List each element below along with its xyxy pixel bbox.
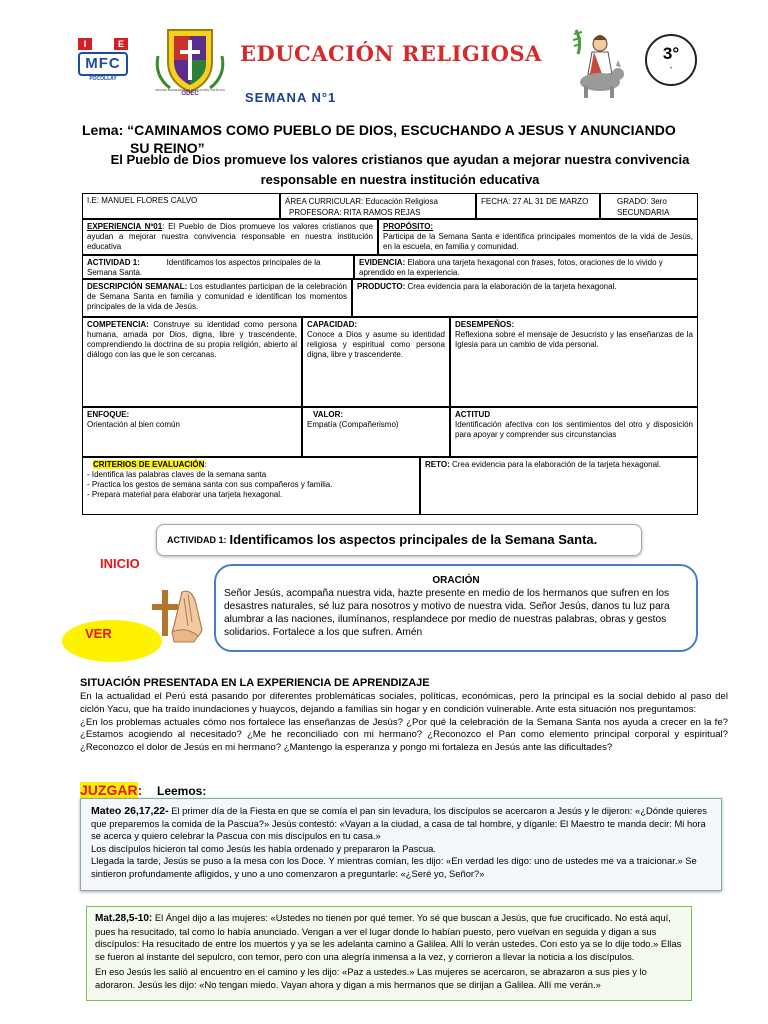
date-text: FECHA: 27 AL 31 DE MARZO <box>481 197 589 206</box>
ie-logo-letter: E <box>114 38 128 50</box>
grade-sub: - <box>669 63 673 72</box>
evidence-label: EVIDENCIA: <box>359 258 406 267</box>
reading-matthew-28 <box>86 906 692 1001</box>
week-label: SEMANA N°1 <box>245 90 337 105</box>
performance-text: Reflexiona sobre el mensaje de Jesucristo y las enseñanzas de la Iglesia para un cambio de vida personal. <box>455 330 693 349</box>
crest-acronym: ODEC <box>181 91 199 96</box>
situation-paragraph: En la actualidad el Perú está pasando por diferentes problemáticas sociales, políticas, económicas, pero la principal es la social debido al paso del ciclón Yacu, que ha traído inundaciones y huaycos, dejando a familias sin hogar y en condición vulnerable. Ante esta situación nos preguntamos: <box>80 691 728 715</box>
criteria-label: CRITERIOS DE EVALUACIÓN <box>93 460 205 469</box>
prayer-title: ORACIÓN <box>432 575 480 586</box>
competence-cell <box>82 317 302 407</box>
odec-crest-logo <box>150 26 230 96</box>
performance-label: DESEMPEÑOS: <box>455 320 515 329</box>
reading-2-p1: El Ángel dijo a las mujeres: «Ustedes no tienen por qué temer. Yo sé que buscan a Jesús, que fue crucificado. No está aquí, pues ha resucitado, tal como lo había anunciado. Vengan a ver el lugar donde lo habían puesto, pero vuelvan en seguida y digan a sus discípulos: Ha resucitado de entre los muertos y ya se les adelanta camino a Galilea. Allí lo verán ustedes. Con esto ya se lo dije todo.» Ellas se fueron al instante del sepulcro, con temor, pero con una alegría inmensa a la vez, y corrieron a llevar la noticia a los discípulos. <box>95 912 682 962</box>
approach-label: ENFOQUE: <box>87 410 130 419</box>
jesus-donkey-illustration <box>568 28 628 100</box>
reading-matthew-26 <box>80 798 722 891</box>
approach-text: Orientación al bien común <box>87 420 180 429</box>
evidence-text: Elabora una tarjeta hexagonal con frases, fotos, oraciones de lo vivido y aprendido en la experiencia. <box>359 258 663 277</box>
page-title: EDUCACIÓN RELIGIOSA <box>240 41 542 66</box>
capacity-label: CAPACIDAD: <box>307 320 358 329</box>
juzgar-label <box>80 781 142 799</box>
product-label: PRODUCTO: <box>357 282 406 291</box>
activity-label: ACTIVIDAD 1: <box>87 258 140 267</box>
ie-logo <box>78 38 128 86</box>
activity-cell <box>82 255 354 279</box>
grade-text: GRADO: 3ero SECUNDARIA <box>617 197 670 217</box>
purpose-cell <box>378 219 698 255</box>
attitude-text: Identificación afectiva con los sentimientos del otro y disposición para apoyar y comprender sus circunstancias <box>455 420 693 439</box>
attitude-cell <box>450 407 698 457</box>
value-label: VALOR: <box>313 410 344 419</box>
attitude-label: ACTITUD <box>455 410 491 419</box>
weekly-label: DESCRIPCIÓN SEMANAL: <box>87 282 188 291</box>
criteria-item: - Practica los gestos de semana santa con sus compañeros y familia. <box>87 480 333 489</box>
ie-logo-letter: I <box>78 38 92 50</box>
weekly-cell <box>82 279 352 317</box>
competence-label: COMPETENCIA: <box>87 320 149 329</box>
activity-banner-text: Identificamos los aspectos principales de la Semana Santa. <box>229 532 598 547</box>
reading-1-reference: Mateo 26,17,22- <box>91 805 169 817</box>
grade-badge <box>645 34 697 86</box>
motto-line-1: Lema: “CAMINAMOS COMO PUEBLO DE DIOS, ESCUCHANDO A JESUS Y ANUNCIANDO <box>82 122 676 138</box>
capacity-text: Conoce a Dios y asume su identidad religiosa y espiritual como persona digna, libre y trascendente. <box>307 330 445 359</box>
activity-banner <box>156 524 642 556</box>
ie-logo-bottom: POCOLLAY <box>89 76 117 82</box>
capacity-cell <box>302 317 450 407</box>
experience-cell <box>82 219 378 255</box>
activity-banner-label: ACTIVIDAD 1: <box>167 535 227 545</box>
situation-title: SITUACIÓN PRESENTADA EN LA EXPERIENCIA DE APRENDIZAJE <box>80 677 430 689</box>
approach-cell <box>82 407 302 457</box>
school-cell <box>82 193 280 219</box>
grade-number: 3° <box>662 44 680 63</box>
situation-questions: ¿En los problemas actuales cómo nos fortalece las enseñanzas de Jesús? ¿Por qué la celebración de la Semana Santa nos ayuda a crecer en la fe? ¿Estamos acogiendo al necesitado? ¿Me he reconciliado con mi hermano? ¿Reconozco el Pan como elemento principal corporal y espiritual? ¿Reconozco el dolor de Jesús en mi hermano? ¿Mantengo la esperanza y pongo mi fortaleza en Jesús ante las dificultades? <box>80 716 728 754</box>
inicio-label: INICIO <box>100 556 140 571</box>
ie-logo-main: MFC <box>78 52 128 76</box>
ver-label: VER <box>85 626 112 641</box>
grade-cell <box>600 193 698 219</box>
school-name: I.E: MANUEL FLORES CALVO <box>87 196 198 205</box>
criteria-colon: : <box>204 460 207 469</box>
criteria-item: - Identifica las palabras claves de la semana santa <box>87 470 267 479</box>
value-text: Empatía (Compañerismo) <box>307 420 399 429</box>
ver-highlight <box>62 620 162 662</box>
teacher-name: PROFESORA: RITA RAMOS REJAS <box>289 208 421 217</box>
prayer-text: Señor Jesús, acompaña nuestra vida, hazte presente en medio de los hermanos que sufren en los desastres naturales, sé luz para nosotros y motivo de nuestra vida. Señor Jesús, danos tu luz para alumbrar a las naciones, ilumínanos, resplandece por medio de nuestras palabras, obras y gestos solidarios. Fortalece a los que sufren. Amén <box>224 588 670 638</box>
performance-cell <box>450 317 698 407</box>
crest-caption: OFICINA DIOCESANA DE EDUCACIÓN CATÓLICA <box>155 88 225 92</box>
product-text: Crea evidencia para la elaboración de la tarjeta hexagonal. <box>407 282 617 291</box>
prayer-box <box>214 564 698 652</box>
experience-label: EXPERIENCIA Nº01 <box>87 222 163 231</box>
experience-text: : El Pueblo de Dios promueve los valores cristianos que ayudan a mejorar nuestra convivencia responsable en nuestra institución educativa <box>87 222 373 251</box>
challenge-cell <box>420 457 698 515</box>
purpose-text: Participa de la Semana Santa e identifica principales momentos de la vida de Jesús, en la escuela, en familia y comunidad. <box>383 232 693 251</box>
criteria-item: - Prepara material para elaborar una tarjeta hexagonal. <box>87 490 283 499</box>
product-cell <box>352 279 698 317</box>
criteria-cell <box>82 457 420 515</box>
reading-2-p2: En eso Jesús les salió al encuentro en el camino y les dijo: «Paz a ustedes.» Las mujeres se acercaron, se abrazaron a sus pies y lo adoraron. Jesús les dijo: «No tengan miedo. Vayan ahora y digan a mis hermanos que se dirijan a Galilea. Allí me verán.» <box>95 966 647 990</box>
activity-text: Identificamos los aspectos principales de la Semana Santa. <box>87 258 321 277</box>
experience-subtitle: El Pueblo de Dios promueve los valores cristianos que ayudan a mejorar nuestra convivencia responsable en nuestra institución educativa <box>110 152 690 187</box>
juzgar-colon: : <box>137 782 143 798</box>
competence-text: Construye su identidad como persona humana, amada por Dios, digna, libre y trascendente, comprendiendo la doctrina de su propia religión, abierto al diálogo con las que le son cercanas. <box>87 320 297 359</box>
juzgar-text: JUZGAR <box>80 782 138 798</box>
reading-2-reference: Mat.28,5-10: <box>95 913 153 924</box>
challenge-text: Crea evidencia para la elaboración de la tarjeta hexagonal. <box>451 460 662 469</box>
area-teacher-cell <box>280 193 476 219</box>
weekly-text: Los estudiantes participan de la celebración de Semana Santa en familia y comunidad e identifican los momentos principales de la vida de Jesús. <box>87 282 347 311</box>
evidence-cell <box>354 255 698 279</box>
purpose-label: PROPÓSITO: <box>383 222 434 231</box>
challenge-label: RETO: <box>425 460 450 469</box>
situation-body <box>80 691 728 755</box>
reading-1-p2: Los discípulos hicieron tal como Jesús les había ordenado y prepararon la Pascua. <box>91 842 436 854</box>
curricular-area: ÁREA CURRICULAR: Educación Religiosa <box>285 197 438 206</box>
leemos-label: Leemos: <box>157 784 207 798</box>
reading-1-p3: Llegada la tarde, Jesús se puso a la mesa con los Doce. Y mientras comían, les dijo: «En verdad les digo: uno de ustedes me va a traicionar.» Se sintieron profundamente afligidos, y uno a uno comenzaron a preguntarle: «¿Seré yo, Señor?» <box>91 855 697 879</box>
motto-line-2: SU REINO” <box>130 140 205 156</box>
value-cell <box>302 407 450 457</box>
date-cell <box>476 193 600 219</box>
reading-1-p1: El primer día de la Fiesta en que se comía el pan sin levadura, los discípulos se acercaron a Jesús y le dijeron: «¿Dónde quieres que preparemos la comida de la Pascua?» Jesús contestó: «Vayan a la ciudad, a casa de tal hombre, y díganle: El Maestro te manda decir: Mi hora se acerca y quiero celebrar la Pascua con mis discípulos en tu casa.» <box>91 805 707 842</box>
